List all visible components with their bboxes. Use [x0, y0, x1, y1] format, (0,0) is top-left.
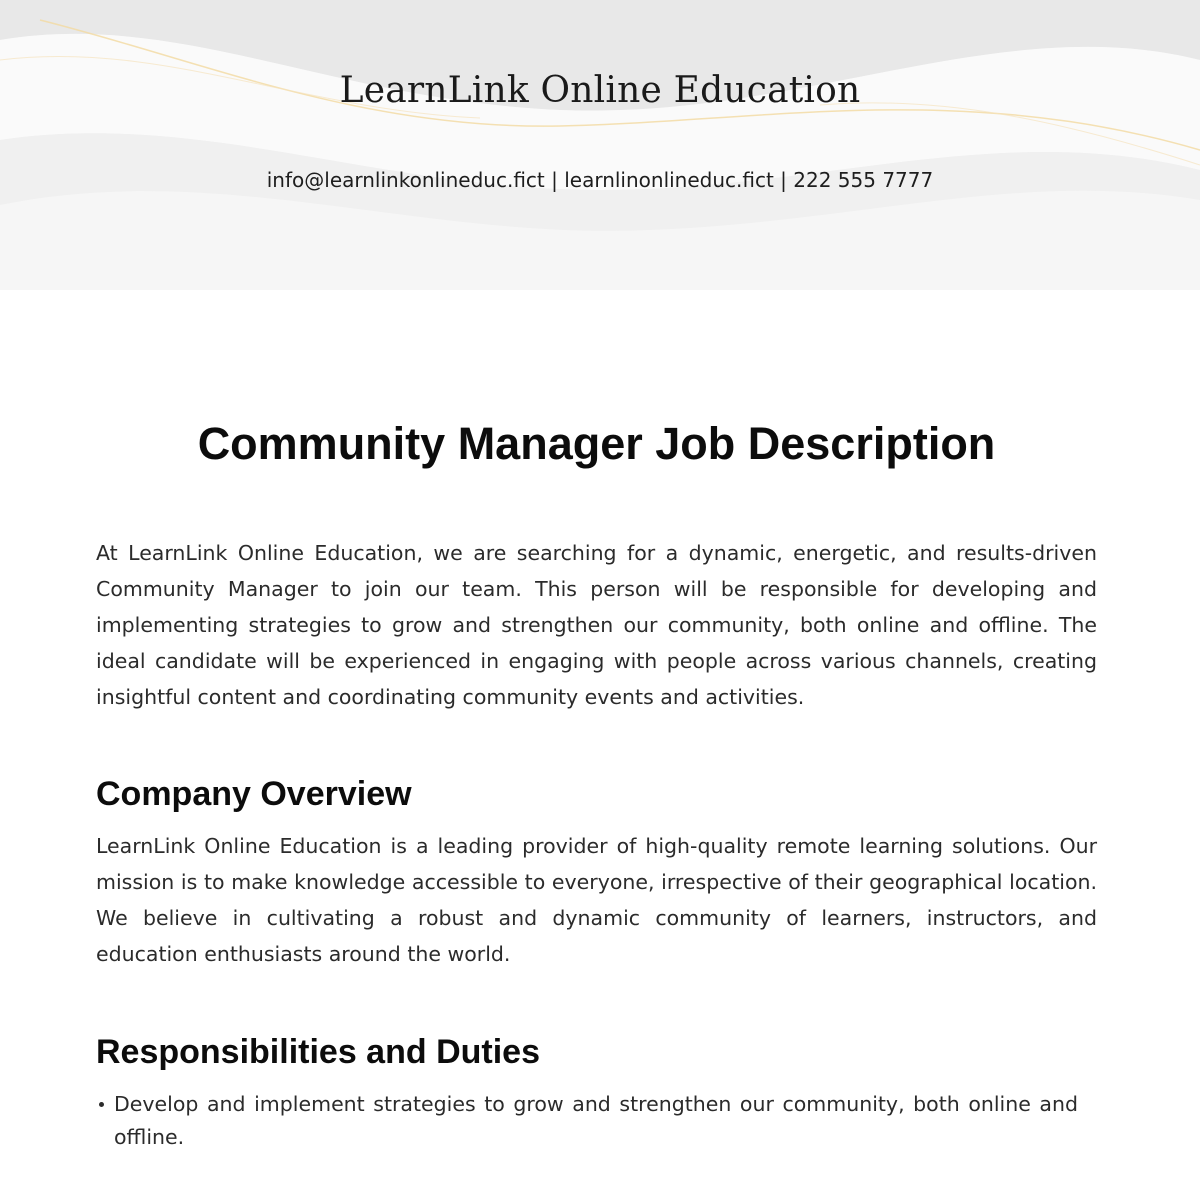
letterhead-header [0, 0, 1200, 290]
bullet-icon [99, 1102, 104, 1107]
company-name: LearnLink Online Education [339, 70, 861, 111]
list-item [96, 1088, 1097, 1154]
document-body [96, 414, 1097, 1154]
section-heading-responsibilities: Responsibilities and Duties [96, 1033, 540, 1071]
responsibilities-list [96, 1088, 1097, 1154]
document-title: Community Manager Job Description [197, 418, 996, 469]
list-item-text: Develop and implement strategies to grow and strengthen our community, both online and offline. [114, 1092, 1078, 1149]
company-overview-paragraph: LearnLink Online Education is a leading provider of high-quality remote learning solutions. Our mission is to make knowledge accessible to everyone, irrespective of their geographical location. We believe in cultivating a robust and dynamic community of learners, instructors, and education enthusiasts around the world. [96, 834, 1097, 966]
header-wave-background [0, 0, 1200, 290]
intro-paragraph: At LearnLink Online Education, we are searching for a dynamic, energetic, and results-driven Community Manager to join our team. This person will be responsible for developing and implementing strategies to grow and strengthen our community, both online and offline. The ideal candidate will be experienced in engaging with people across various channels, creating insightful content and coordinating community events and activities. [96, 541, 1097, 709]
contact-info: info@learnlinkonlineduc.fict | learnlinonlineduc.fict | 222 555 7777 [266, 168, 934, 192]
section-heading-company-overview: Company Overview [96, 775, 412, 813]
